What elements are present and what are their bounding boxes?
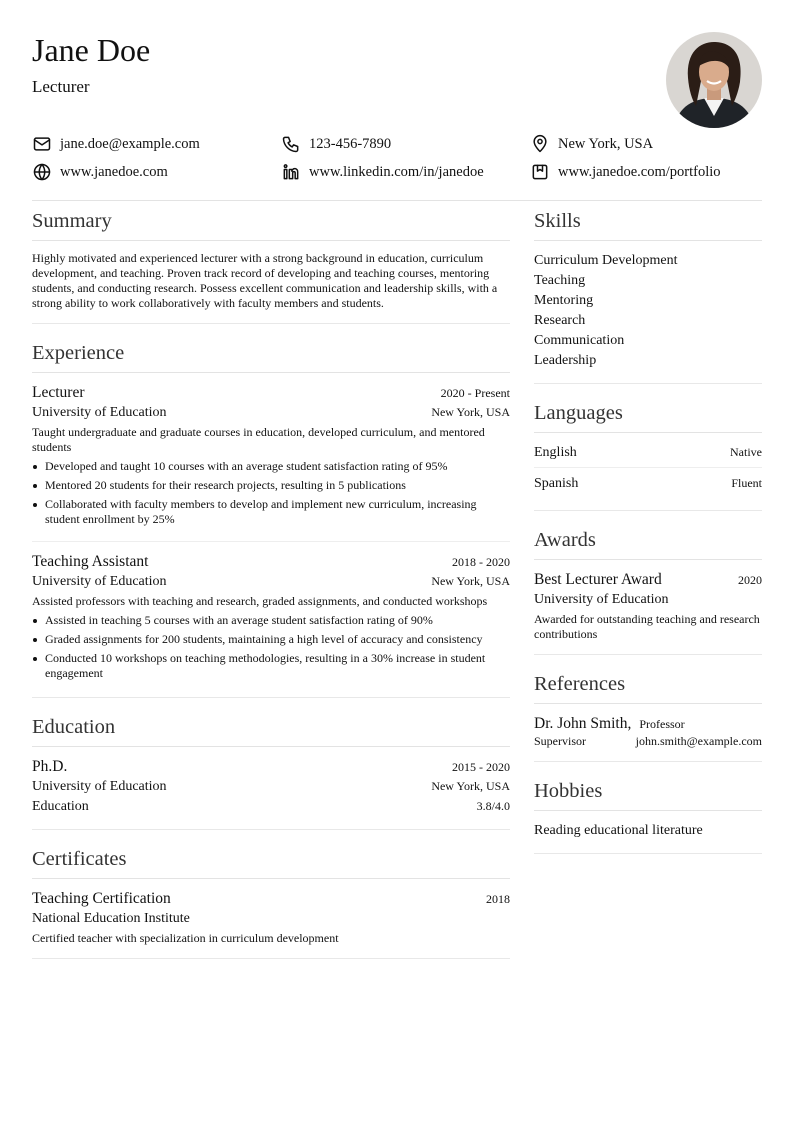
experience-bullets (32, 613, 510, 681)
skill-item: Communication (534, 333, 625, 348)
contact-linkedin[interactable] (281, 162, 530, 182)
skill-item: Leadership (534, 353, 597, 368)
hobbies-section (534, 778, 762, 854)
education-degree: Ph.D. (32, 758, 68, 775)
header-divider (32, 200, 762, 201)
certificate-year: 2018 (486, 892, 510, 906)
skill-item: Teaching (534, 273, 586, 288)
contact-location-text: New York, USA (558, 135, 654, 152)
globe-icon (32, 162, 52, 182)
experience-org: University of Education (32, 574, 167, 589)
certificate-name: Teaching Certification (32, 890, 171, 907)
reference-position: Professor (639, 717, 685, 731)
language-name: English (534, 445, 577, 460)
language-level: Native (730, 445, 762, 459)
language-row (534, 443, 762, 468)
hobby-item: Reading educational literature (534, 823, 703, 838)
language-level: Fluent (731, 476, 762, 490)
bullet-item: Assisted in teaching 5 courses with an average student satisfaction rating of 90% (32, 613, 510, 628)
award-year: 2020 (738, 573, 762, 587)
person-role: Lecturer (32, 77, 90, 96)
section-title-hobbies: Hobbies (534, 778, 762, 811)
main-column (32, 208, 510, 975)
resume-header (32, 30, 762, 130)
person-name: Jane Doe (32, 32, 151, 68)
reference-relation: Supervisor (534, 734, 586, 748)
summary-text: Highly motivated and experienced lecturer with a strong background in education, curriculum development, and teaching. Proven track record of developing and teaching courses, mentoring students, and conducting research. Possess excellent communication and leadership skills, with a strong ability to work collaboratively with faculty members and students. (32, 251, 498, 310)
experience-position: Lecturer (32, 384, 85, 401)
side-column (534, 208, 762, 870)
education-section (32, 714, 510, 830)
linkedin-icon (281, 162, 301, 182)
reference-name: Dr. John Smith, (534, 715, 632, 732)
contact-email[interactable] (32, 134, 281, 154)
bullet-item: Graded assignments for 200 students, maintaining a high level of accuracy and consistency (32, 632, 510, 647)
mail-icon (32, 134, 52, 154)
education-dates: 2015 - 2020 (452, 760, 510, 774)
skill-item: Mentoring (534, 293, 594, 308)
contact-email-text: jane.doe@example.com (60, 135, 200, 152)
education-org: University of Education (32, 779, 167, 794)
contact-phone[interactable] (281, 134, 530, 154)
references-section (534, 671, 762, 762)
contact-website-text: www.janedoe.com (60, 163, 168, 180)
section-title-certificates: Certificates (32, 846, 510, 879)
experience-description: Taught undergraduate and graduate courses in education, developed curriculum, and mentored students (32, 425, 485, 454)
section-title-skills: Skills (534, 208, 762, 241)
section-title-references: References (534, 671, 762, 704)
experience-location: New York, USA (431, 574, 510, 588)
contact-info (32, 134, 762, 182)
bullet-item: Conducted 10 workshops on teaching methodologies, resulting in a 30% increase in student engagement (32, 651, 510, 681)
awards-section (534, 527, 762, 655)
certificate-issuer: National Education Institute (32, 911, 190, 926)
experience-position: Teaching Assistant (32, 553, 149, 570)
contact-phone-text: 123-456-7890 (309, 135, 392, 152)
bookmark-icon (530, 162, 550, 182)
award-name: Best Lecturer Award (534, 571, 662, 588)
languages-section (534, 400, 762, 511)
certificates-section (32, 846, 510, 959)
experience-section (32, 340, 510, 698)
bullet-item: Developed and taught 10 courses with an average student satisfaction rating of 95% (32, 459, 510, 474)
section-title-experience: Experience (32, 340, 510, 373)
language-name: Spanish (534, 476, 579, 491)
section-title-summary: Summary (32, 208, 510, 241)
section-title-education: Education (32, 714, 510, 747)
reference-email[interactable]: john.smith@example.com (635, 734, 762, 748)
phone-icon (281, 134, 301, 154)
contact-portfolio[interactable] (530, 162, 762, 182)
skills-section (534, 208, 762, 384)
education-location: New York, USA (431, 779, 510, 793)
experience-location: New York, USA (431, 405, 510, 419)
summary-section (32, 208, 510, 324)
experience-org: University of Education (32, 405, 167, 420)
map-pin-icon (530, 134, 550, 154)
experience-dates: 2020 - Present (440, 386, 510, 400)
education-gpa: 3.8/4.0 (476, 799, 510, 813)
experience-entry (32, 383, 510, 542)
contact-portfolio-text: www.janedoe.com/portfolio (558, 163, 721, 180)
profile-photo (666, 32, 762, 128)
contact-linkedin-text: www.linkedin.com/in/janedoe (309, 163, 484, 180)
experience-description: Assisted professors with teaching and research, graded assignments, and conducted workshops (32, 594, 488, 608)
skill-item: Research (534, 313, 586, 328)
section-title-awards: Awards (534, 527, 762, 560)
award-description: Awarded for outstanding teaching and research contributions (534, 612, 760, 641)
bullet-item: Mentored 20 students for their research projects, resulting in 5 publications (32, 478, 510, 493)
section-title-languages: Languages (534, 400, 762, 433)
language-row (534, 474, 762, 498)
experience-entry (32, 552, 510, 681)
education-field: Education (32, 799, 89, 814)
contact-website[interactable] (32, 162, 281, 182)
award-org: University of Education (534, 592, 669, 607)
contact-location (530, 134, 762, 154)
bullet-item: Collaborated with faculty members to develop and implement new curriculum, increasing student enrollment by 25% (32, 497, 510, 527)
experience-bullets (32, 459, 510, 527)
certificate-description: Certified teacher with specialization in curriculum development (32, 931, 339, 945)
experience-dates: 2018 - 2020 (452, 555, 510, 569)
skill-item: Curriculum Development (534, 253, 678, 268)
